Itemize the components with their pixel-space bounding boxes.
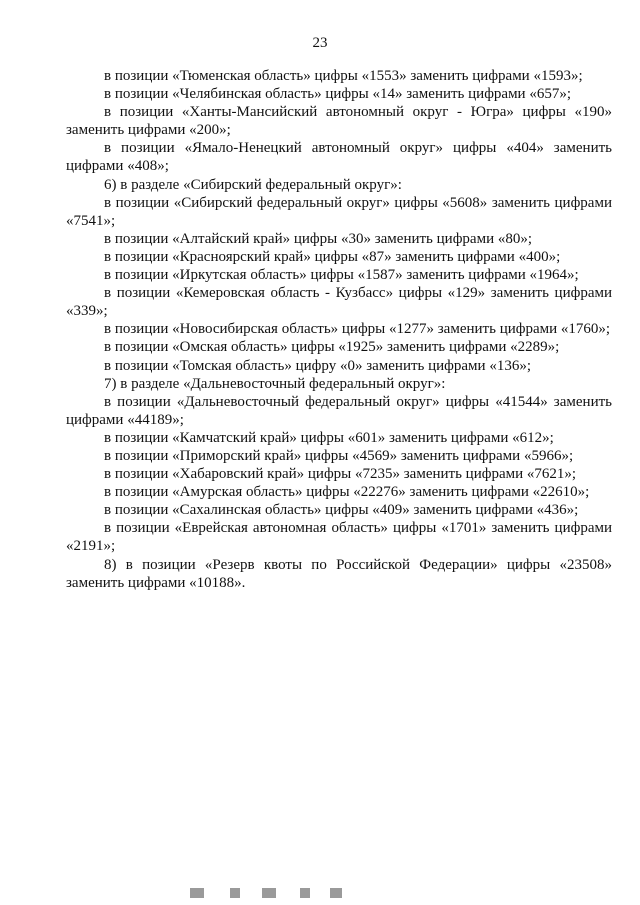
paragraph-sakhalin: в позиции «Сахалинская область» цифры «409» заменить цифрами «436»;: [104, 502, 579, 519]
paragraph-yamalo-nenets: в позиции «Ямало-Ненецкий автономный округ» цифры «404» заменить цифрами «408»;: [66, 140, 612, 175]
paragraph-irkutsk: в позиции «Иркутская область» цифры «1587» заменить цифрами «1964»;: [104, 267, 579, 284]
paragraph-novosibirsk: в позиции «Новосибирская область» цифры «1277» заменить цифрами «1760»;: [104, 321, 611, 338]
paragraph-primorsky: в позиции «Приморский край» цифры «4569» заменить цифрами «5966»;: [104, 447, 574, 464]
paragraph-tyumen: в позиции «Тюменская область» цифры «1553» заменить цифрами «1593»;: [104, 68, 583, 84]
document-body: [66, 67, 612, 592]
paragraph-chelyabinsk: в позиции «Челябинская область» цифры «14» заменить цифрами «657»;: [104, 86, 572, 103]
paragraph-jewish-autonomous: в позиции «Еврейская автономная область» цифры «1701» заменить цифрами «2191»;: [66, 520, 612, 555]
paragraph-amur: в позиции «Амурская область» цифры «22276» заменить цифрами «22610»;: [104, 484, 590, 501]
paragraph-omsk: в позиции «Омская область» цифры «1925» заменить цифрами «2289»;: [104, 339, 560, 356]
section-heading-far-eastern: 7) в разделе «Дальневосточный федеральный округ»:: [104, 375, 446, 392]
paragraph-altai: в позиции «Алтайский край» цифры «30» заменить цифрами «80»;: [104, 230, 533, 247]
paragraph-krasnoyarsk: в позиции «Красноярский край» цифры «87» заменить цифрами «400»;: [104, 248, 561, 265]
paragraph-far-eastern-district: в позиции «Дальневосточный федеральный округ» цифры «41544» заменить цифрами «44189»;: [66, 393, 612, 428]
section-heading-siberian: 6) в разделе «Сибирский федеральный округ»:: [104, 176, 402, 193]
paragraph-kamchatka: в позиции «Камчатский край» цифры «601» заменить цифрами «612»;: [104, 429, 554, 446]
paragraph-kemerovo: в позиции «Кемеровская область - Кузбасс» цифры «129» заменить цифрами «339»;: [66, 285, 612, 320]
paragraph-khabarovsk: в позиции «Хабаровский край» цифры «7235» заменить цифрами «7621»;: [104, 466, 577, 483]
page-number: 23: [312, 35, 328, 51]
paragraph-tomsk: в позиции «Томская область» цифру «0» заменить цифрами «136»;: [104, 357, 531, 374]
paragraph-siberian-district: в позиции «Сибирский федеральный округ» цифры «5608» заменить цифрами «7541»;: [66, 194, 612, 229]
scan-edge-artifact: [0, 886, 640, 905]
paragraph-khanty-mansiysk: в позиции «Ханты-Мансийский автономный округ - Югра» цифры «190» заменить цифрами «200»;: [66, 104, 612, 139]
paragraph-reserve-quota: 8) в позиции «Резерв квоты по Российской Федерации» цифры «23508» заменить цифрами «10188».: [66, 556, 612, 591]
